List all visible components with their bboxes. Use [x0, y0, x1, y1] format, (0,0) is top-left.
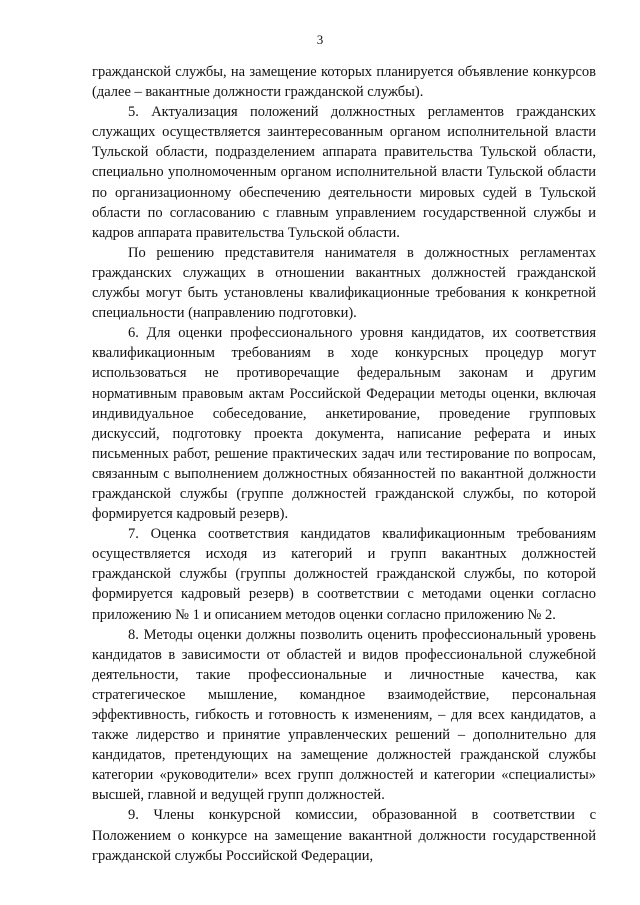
- paragraph-item-8: 8. Методы оценки должны позволить оценить профессиональный уровень кандидатов в зависимости от областей и видов профессиональной служебной деятельности, такие профессиональные и личностные качества, как стратегическое мышление, командное взаимодействие, персональная эффективность, гибкость и готовность к изменениям, – для всех кандидатов, а также лидерство и принятие управленческих решений – дополнительно для кандидатов, претендующих на замещение должностей гражданской службы категории «руководители» всех групп должностей и категории «специалисты» высшей, главной и ведущей групп должностей.: [92, 626, 596, 804]
- paragraph-item-6: 6. Для оценки профессионального уровня кандидатов, их соответствия квалификационным требованиям в ходе конкурсных процедур могут использоваться не противоречащие федеральным законам и другим нормативным правовым актам Российской Федерации методы оценки, включая индивидуальное собеседование, анкетирование, проведение групповых дискуссий, подготовку проекта документа, написание реферата и иных письменных работ, решение практических задач или тестирование по вопросам, связанным с выполнением должностных обязанностей по вакантной должности гражданской службы (группе должностей гражданской службы, по которой формируется кадровый резерв).: [92, 325, 596, 523]
- document-body: [92, 62, 596, 866]
- paragraph-item-9: 9. Члены конкурсной комиссии, образованной в соответствии с Положением о конкурсе на замещение вакантной должности государственной гражданской службы Российской Федерации,: [92, 807, 596, 864]
- paragraph-item-7: 7. Оценка соответствия кандидатов квалификационным требованиям осуществляется исходя из категорий и групп вакантных должностей гражданской службы (группы должностей гражданской службы, по которой формируется кадровый резерв) в соответствии с методами оценки согласно приложению № 1 и описанием методов оценки согласно приложению № 2.: [92, 526, 596, 623]
- paragraph-item-5: 5. Актуализация положений должностных регламентов гражданских служащих осуществляется заинтересованным органом исполнительной власти Тульской области, подразделением аппарата правительства Тульской области, специально уполномоченным органом исполнительной власти Тульской области по организационному обеспечению деятельности мировых судей в Тульской области по согласованию с главным управлением государственной службы и кадров аппарата правительства Тульской области.: [92, 104, 596, 241]
- page-number: 3: [316, 32, 324, 47]
- paragraph-continuation: гражданской службы, на замещение которых планируется объявление конкурсов (далее – вакантные должности гражданской службы).: [92, 64, 596, 101]
- paragraph-item-5-addendum: По решению представителя нанимателя в должностных регламентах гражданских служащих в отношении вакантных должностей гражданской службы могут быть установлены квалификационные требования к конкретной специальности (направлению подготовки).: [92, 244, 596, 322]
